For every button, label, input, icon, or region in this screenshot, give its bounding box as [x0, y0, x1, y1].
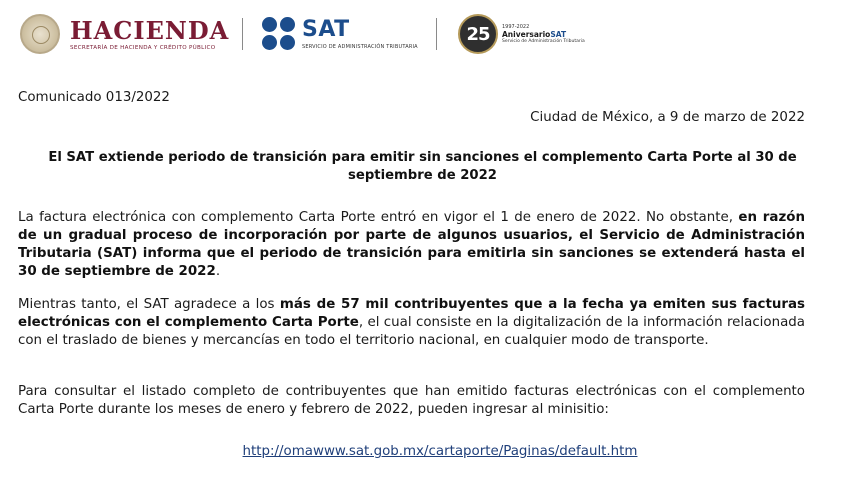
sat-title: SAT — [302, 16, 350, 42]
minisitio-link[interactable]: http://omawww.sat.gob.mx/cartaporte/Paginas/default.htm — [242, 444, 638, 459]
sat-logo-text — [302, 16, 418, 50]
paragraph-1-highlight: en razón de un gradual proceso de incorporación por parte de algunos usuarios, el Servicio de Administración Tributaria (SAT) informa que el periodo de transición para emitirla sin sanciones se extenderá hasta el 30 de septiembre de 2022 — [18, 210, 805, 279]
aniversario-logo — [458, 12, 585, 56]
paragraph-1: La factura electrónica con complemento Carta Porte entró en vigor el 1 de enero de 2022. No obstante, en razón de un gradual proceso de incorporación por parte de algunos usuarios, el Servicio de Administración Tributaria (SAT) informa que el periodo de transición para emitirla sin sanciones se extenderá hasta el 30 de septiembre de 2022. — [18, 210, 805, 279]
document-title: El SAT extiende periodo de transición para emitir sin sanciones el complemento Carta Porte al 30 de septiembre de 2022 — [48, 150, 797, 183]
hacienda-logo-text — [70, 15, 230, 51]
paragraph-2: Mientras tanto, el SAT agradece a los más de 57 mil contribuyentes que a la fecha ya emiten sus facturas electrónicas con el complemento Carta Porte, el cual consiste en la digitalización de la información relacionada con el traslado de bienes y mercancías en todo el territorio nacional, en cualquier modo de transporte. — [18, 297, 806, 348]
national-seal-icon — [20, 14, 60, 54]
aniversario-title: AniversarioSAT — [502, 30, 567, 39]
sat-subtitle: SERVICIO DE ADMINISTRACIÓN TRIBUTARIA — [302, 43, 418, 50]
hacienda-title: HACIENDA — [70, 15, 230, 45]
aniversario-text — [502, 24, 585, 44]
hacienda-subtitle: SECRETARÍA DE HACIENDA Y CRÉDITO PÚBLICO — [70, 44, 216, 51]
document-date: Ciudad de México, a 9 de marzo de 2022 — [530, 110, 805, 125]
aniversario-title-brand: SAT — [550, 30, 567, 39]
sat-logo — [262, 14, 418, 54]
paragraph-2-highlight: más de 57 mil contribuyentes que a la fecha ya emiten sus facturas electrónicas con el complemento Carta Porte — [18, 297, 806, 330]
comunicado-number: Comunicado 013/2022 — [18, 90, 170, 105]
aniversario-subtitle: Servicio de Administración Tributaria — [502, 39, 585, 44]
aniversario-badge-icon — [458, 14, 498, 54]
aniversario-number: 25 — [466, 23, 490, 45]
header-divider — [242, 18, 243, 50]
header-divider — [436, 18, 437, 50]
page-header — [0, 0, 845, 70]
paragraph-3: Para consultar el listado completo de contribuyentes que han emitido facturas electrónicas con el complemento Carta Porte durante los meses de enero y febrero de 2022, pueden ingresar al minisitio: — [18, 384, 805, 417]
sat-dots-icon — [262, 17, 296, 51]
hacienda-logo — [20, 12, 229, 56]
aniversario-years: 1997-2022 — [502, 24, 530, 30]
